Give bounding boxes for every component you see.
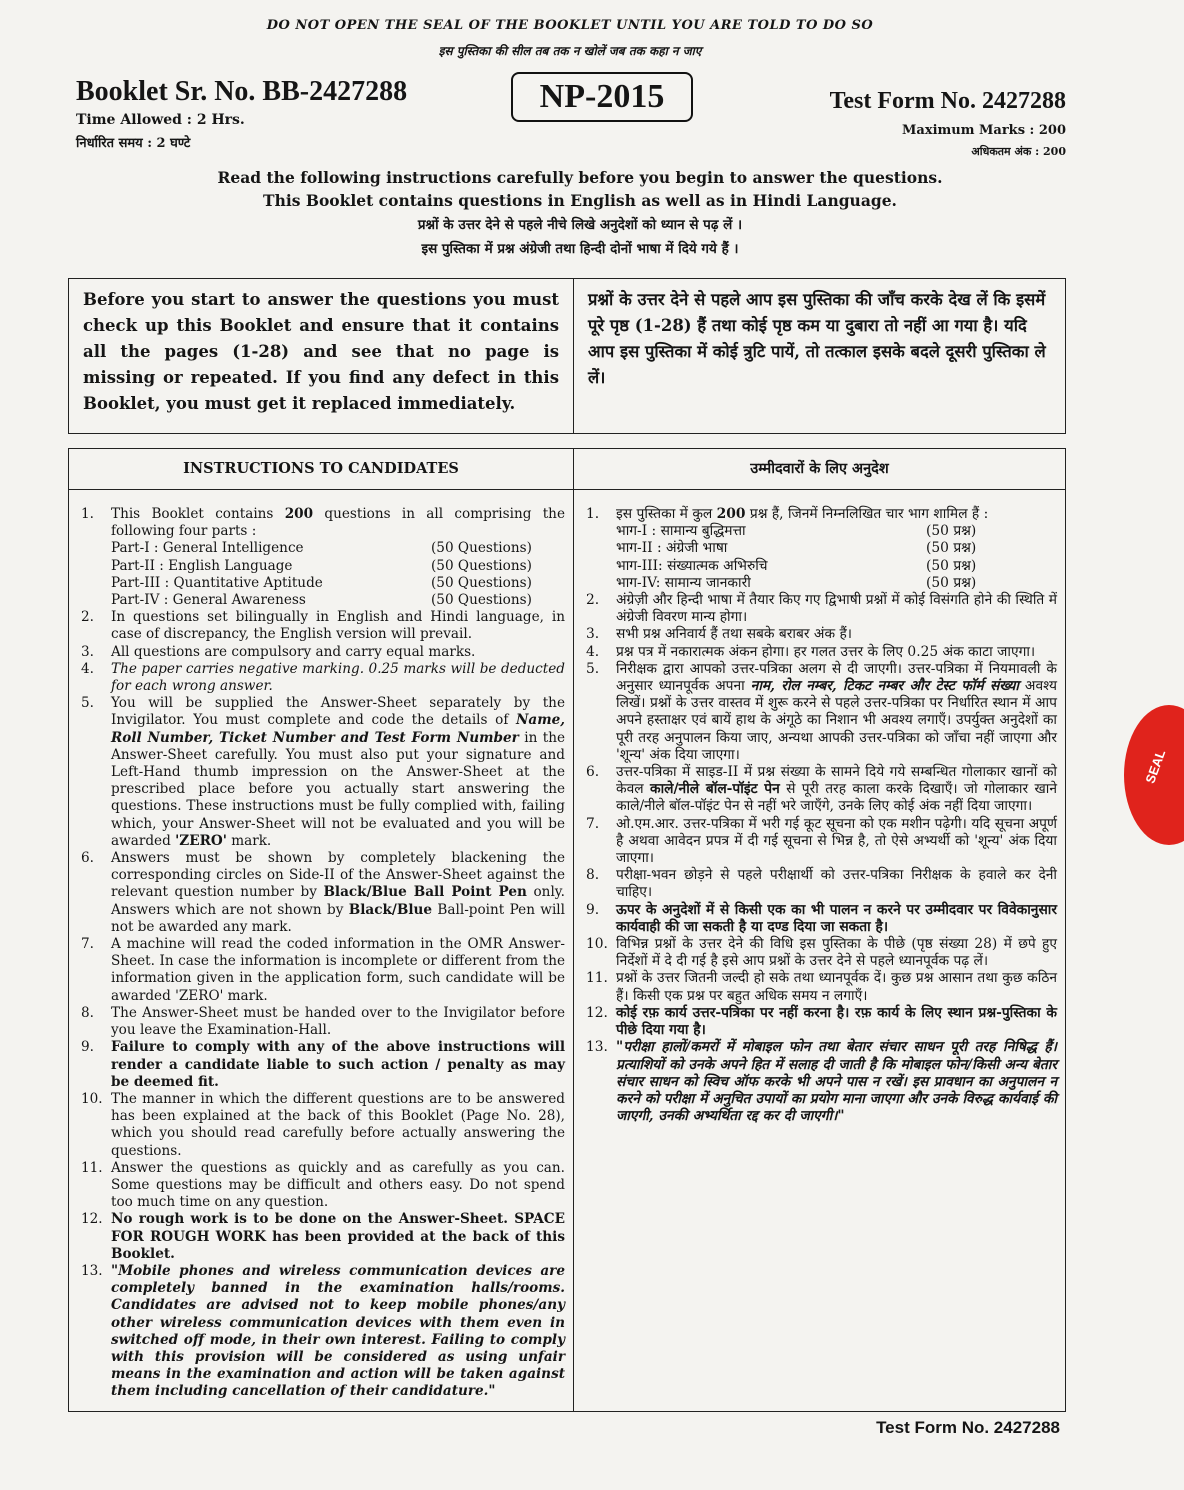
instruction-hi-8: 8. परीक्षा-भवन छोड़ने से पहले परीक्षार्थी को उत्तर-पत्रिका निरीक्षक के हवाले कर देनी चाहिए। [586, 867, 1057, 901]
instruction-en-11: 11. Answer the questions as quickly and as carefully as you can. Some questions may be difficult and others easy. Do not spend too much time on any question. [81, 1159, 565, 1211]
part-row: भाग-I : सामान्य बुद्धिमत्ता (50 प्रश्न) [616, 523, 977, 540]
maximum-marks-hi: अधिकतम अंक : 200 [971, 145, 1066, 158]
time-allowed-hi: निर्धारित समय : 2 घण्टे [76, 136, 191, 151]
seal-warning-hi: इस पुस्तिका की सील तब तक न खोलें जब तक कहा न जाए [438, 44, 702, 58]
instruction-en-6: 6. Answers must be shown by completely blackening the corresponding circles on Side-II of the Answer-Sheet against the relevant question number by Black/Blue Ball Point Pen only. Answers which are not shown by Black/Blue Ball-point Pen will not be awarded any mark. [81, 850, 565, 935]
instruction-en-10: 10. The manner in which the different questions are to be answered has been explained at the back of this Booklet (Page No. 28), which you should read carefully before actually answering the questions. [81, 1090, 565, 1159]
instruction-hi-10: 10. विभिन्न प्रश्नों के उत्तर देने की विधि इस पुस्तिका के पीछे (पृष्ठ संख्या 28) में छपे हुए निर्देशों में दे दी गई है इसे आप प्रश्नों के उत्तर देने से पहले ध्यानपूर्वक पढ़ लें। [586, 936, 1057, 970]
paper-code: NP-2015 [511, 72, 693, 122]
read-instructions-en: Read the following instructions carefully before you begin to answer the questions. [217, 168, 943, 187]
seal-warning-en: DO NOT OPEN THE SEAL OF THE BOOKLET UNTIL YOU ARE TOLD TO DO SO [266, 18, 874, 33]
part-row: Part-II : English Language (50 Questions) [111, 557, 532, 574]
instruction-hi-5: 5. निरीक्षक द्वारा आपको उत्तर-पत्रिका अलग से दी जाएगी। उत्तर-पत्रिका में नियमावली के अनुसार ध्यानपूर्वक अपना नाम, रोल नम्बर, टिकट नम्बर और टेस्ट फॉर्म संख्या अवश्य लिखें। प्रश्नों के उत्तर वास्तव में शुरू करने से पहले उत्तर-पत्रिका पर निर्धारित स्थान में आप अपने हस्ताक्षर एवं बायें हाथ के अंगूठे का निशान भी अवश्य लगाएँ। उपर्युक्त अनुदेशों का पूरी तरह अनुपालन किया जाए, अन्यथा आपकी उत्तर-पत्रिका को जाँचा नहीं जाएगा और 'शून्य' अंक दिया जाएगा। [586, 660, 1058, 763]
instruction-en-2: 2. In questions set bilingually in English and Hindi language, in case of discrepancy, the English version will prevail. [81, 609, 565, 643]
instruction-hi-4: 4. प्रश्न पत्र में नकारात्मक अंकन होगा। हर गलत उत्तर के लिए 0.25 अंक काटा जाएगा। [586, 643, 1036, 660]
part-row: भाग-II : अंग्रेजी भाषा (50 प्रश्न) [616, 540, 977, 557]
instruction-en-12: 12. No rough work is to be done on the Answer-Sheet. SPACE FOR ROUGH WORK has been provided at the back of this Booklet. [81, 1211, 565, 1262]
check-booklet-hi: प्रश्नों के उत्तर देने से पहले आप इस पुस्तिका की जाँच करके देख लें कि इसमें पूरे पृष्ठ (1-28) हैं तथा कोई पृष्ठ कम या दुबारा तो नहीं आ गया है। यदि आप इस पुस्तिका में कोई त्रुटि पायें, तो तत्काल इसके बदले दूसरी पुस्तिका ले लें। [588, 290, 1046, 387]
instruction-hi-1: 1. इस पुस्तिका में कुल 200 प्रश्न हैं, जिनमें निम्नलिखित चार भाग शामिल हैं : भाग-I : सामान्य बुद्धिमत्ता (50 प्रश्न) भाग-II : अंग्रेजी भाषा (50 प्रश्न) भाग-III: संख्यात्मक अभिरुचि (50 प्रश्न) भाग-IV: सामान्य जानकारी (50 प्रश्न) [586, 506, 1057, 592]
maximum-marks-en: Maximum Marks : 200 [902, 123, 1066, 138]
instructions-hi-column [574, 449, 1065, 1411]
time-allowed-en: Time Allowed : 2 Hrs. [76, 112, 245, 128]
test-form-number: Test Form No. 2427288 [829, 88, 1066, 114]
instructions-en-heading: INSTRUCTIONS TO CANDIDATES [69, 449, 573, 490]
instruction-en-8: 8. The Answer-Sheet must be handed over to the Invigilator before you leave the Examination-Hall. [81, 1004, 565, 1039]
instruction-hi-3: 3. सभी प्रश्न अनिवार्य हैं तथा सबके बराबर अंक हैं। [586, 626, 852, 643]
instruction-en-4: 4. The paper carries negative marking. 0.25 marks will be deducted for each wrong answer. [81, 660, 565, 695]
instruction-hi-12: 12. कोई रफ़ कार्य उत्तर-पत्रिका पर नहीं करना है। रफ़ कार्य के लिए स्थान प्रश्न-पुस्तिका के पीछे दिया गया है। [586, 1004, 1057, 1039]
bilingual-note-hi: इस पुस्तिका में प्रश्न अंग्रेजी तथा हिन्दी दोनों भाषा में दिये गये हैं । [421, 241, 739, 257]
instruction-hi-9: 9. ऊपर के अनुदेशों में से किसी एक का भी पालन न करने पर उम्मीदवार पर विवेकानुसार कार्यवाही की जा सकती है या दण्ड दिया जा सकता है। [586, 901, 1057, 935]
instructions-en-list [69, 490, 573, 1401]
instruction-en-7: 7. A machine will read the coded information in the OMR Answer-Sheet. In case the information is incomplete or different from the information given in the application form, such candidate will be awarded 'ZERO' mark. [81, 936, 565, 1004]
bilingual-note-en: This Booklet contains questions in English as well as in Hindi Language. [263, 191, 897, 210]
instructions-en-column [69, 449, 574, 1411]
instructions-box [68, 448, 1066, 1412]
read-instructions-hi: प्रश्नों के उत्तर देने से पहले नीचे लिखे अनुदेशों को ध्यान से पढ़ लें । [417, 217, 743, 233]
seal-sticker [1124, 705, 1184, 845]
instruction-hi-13: 13. "परीक्षा हालों/कमरों में मोबाइल फोन तथा बेतार संचार साधन पूरी तरह निषिद्ध हैं। प्रत्याशियों को उनके अपने हित में सलाह दी जाती है कि मोबाइल फोन/किसी अन्य बेतार संचार साधन को स्विच ऑफ करके भी अपने पास न रखें। इस प्रावधान का अनुपालन न करने को परीक्षा में अनुचित उपायों का प्रयोग माना जाएगा और उनके विरुद्ध कार्यवाई की जाएगी, उनकी अभ्यर्थिता रद्द कर दी जाएगी।" [586, 1039, 1057, 1125]
instruction-en-1: 1. This Booklet contains 200 questions in all comprising the following four parts : Part-I : General Intelligence (50 Questions) Part-II : English Language (50 Questions) Part-III : Quantitative Aptitude (50 Questions) Part-IV : General Awareness (50 Questions) [81, 506, 565, 609]
instruction-en-13: 13. "Mobile phones and wireless communication devices are completely banned in the examination halls/rooms. Candidates are advised not to keep mobile phones/any other wireless communication devices with them even in switched off mode, in their own interest. Failing to comply with this provision will be considered as using unfair means in the examination and action will be taken against them including cancellation of their candidature." [81, 1262, 565, 1400]
check-booklet-box [68, 278, 1066, 434]
instruction-hi-2: 2. अंग्रेज़ी और हिन्दी भाषा में तैयार किए गए द्विभाषी प्रश्नों में कोई विसंगति होने की स्थिति में अंग्रेजी विवरण मान्य होगा। [586, 592, 1057, 626]
instruction-hi-7: 7. ओ.एम.आर. उत्तर-पत्रिका में भरी गई कूट सूचना को एक मशीन पढ़ेगी। यदि सूचना अपूर्ण है अथवा आवेदन प्रपत्र में दी गई सूचना से भिन्न है, तो ऐसे अभ्यर्थी को 'शून्य' अंक दिया जाएगा। [586, 815, 1057, 867]
part-row: Part-I : General Intelligence (50 Questions) [111, 540, 532, 557]
booklet-serial-number: Booklet Sr. No. BB-2427288 [76, 76, 408, 107]
part-row: भाग-IV: सामान्य जानकारी (50 प्रश्न) [616, 574, 977, 591]
footer-test-form-number: Test Form No. 2427288 [876, 1418, 1060, 1437]
check-booklet-en: Before you start to answer the questions you must check up this Booklet and ensure that it contains all the pages (1-28) and see that no page is missing or repeated. If you find any defect in this Booklet, you must get it replaced immediately. [69, 279, 574, 433]
instruction-en-3: 3. All questions are compulsory and carry equal marks. [81, 643, 476, 660]
instructions-hi-list [574, 490, 1065, 1125]
part-row: Part-III : Quantitative Aptitude (50 Questions) [111, 574, 532, 591]
seal-sticker-label: SEAL [1142, 747, 1169, 786]
part-row: Part-IV : General Awareness (50 Questions) [111, 592, 532, 609]
instruction-en-5: 5. You will be supplied the Answer-Sheet separately by the Invigilator. You must complete and code the details of Name, Roll Number, Ticket Number and Test Form Number in the Answer-Sheet carefully. You must also put your signature and Left-Hand thumb impression on the Answer-Sheet at the prescribed place before you actually start answering the questions. These instructions must be fully complied with, failing which, your Answer-Sheet will not be evaluated and you will be awarded 'ZERO' mark. [81, 695, 565, 849]
instruction-en-9: 9. Failure to comply with any of the above instructions will render a candidate liable to such action / penalty as may be deemed fit. [81, 1039, 565, 1090]
instruction-hi-6: 6. उत्तर-पत्रिका में साइड-II में प्रश्न संख्या के सामने दिये गये सम्बन्धित गोलाकार खानों को केवल काले/नीले बॉल-पॉइंट पेन से पूरी तरह काला करके दिखाएँ। जो गोलाकार खाने काले/नीले बॉल-पॉइंट पेन से नहीं भरे जाएँगे, उनके लिए कोई अंक नहीं दिया जाएगा। [586, 764, 1058, 815]
part-row: भाग-III: संख्यात्मक अभिरुचि (50 प्रश्न) [616, 557, 977, 574]
instruction-hi-11: 11. प्रश्नों के उत्तर जितनी जल्दी हो सके तथा ध्यानपूर्वक दें। कुछ प्रश्न आसान तथा कुछ कठिन हैं। किसी एक प्रश्न पर बहुत अधिक समय न लगाएँ। [586, 970, 1057, 1004]
instructions-hi-heading: उम्मीदवारों के लिए अनुदेश [574, 449, 1065, 490]
